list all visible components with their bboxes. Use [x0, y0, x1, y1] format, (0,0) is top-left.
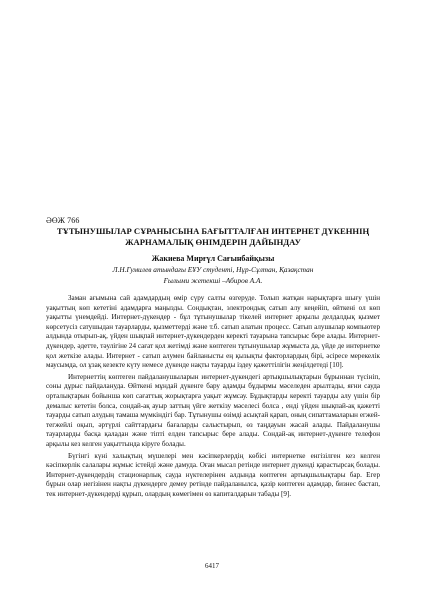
article-title: ТҰТЫНУШЫЛАР СҰРАНЫСЫНА БАҒЫТТАЛҒАН ИНТЕРНЕТ ДҮКЕННІҢ ЖАРНАМАЛЫҚ ӨНІМДЕРІН ДАЙЫНДАУ	[56, 226, 370, 247]
scientific-advisor: Ғылыми жетекші –Абиров А.А.	[163, 276, 263, 285]
page-number: 6417	[205, 562, 219, 570]
udc-code: ӘӨЖ 766	[46, 216, 80, 225]
paragraph: Бүгінгі күні халықтың мүшелері мен кәсіпкерлердің көбісі интернетке енгізілген кез келген кәсіпкерлік салалары жұмыс істейді және дамуда. Оған мысал ретінде интернет дүкенді қарастырсақ болады. Интернет-дүкендердің стационарлық сауда нүктелерінен алдында көптеген артықшылықтары бар. Егер бұрын олар негізінен нақты дүкендерге демеу ретінде пайдаланылса, қазір көптеген адамдар, бизнес бастап, тек интернет-дүкендерді құрып, олардың көмегімен өз капиталдарын табады [9].	[46, 451, 380, 498]
author-name: Жакиева Мирғүл Сағынбайқызы	[151, 254, 275, 263]
author-affiliation: Л.Н.Гумилев атындағы ЕҰУ студенті, Нұр-Сұлтан, Қазақстан	[112, 265, 314, 274]
paragraph: Заман ағымына сай адамдардың өмір сүру салты өзгеруде. Толып жатқан нарықтарға шығу үшін уақыттың көп кететіні адамдарға маңызды. Сондықтан, электрондық сатып алу кеңейіп, өйткені ол көп уақытты үнемдейді. Интернет-дүкендер - бұл тұтынушылар тікелей интернет арқылы делдалдық қызмет көрсетусіз сатушыдан тауарларды, қызметтерді және т.б. сатып алатын процесс. Сатып алушылар компьютер алдында отырып-ақ, үйден шықпай интернет-дүкендерден керекті тауарына тапсырыс бере алады. Интернет-дүкендер, әдетте, тәулігіне 24 сағат қол жетімді және көптеген тұтынушылар жұмыста да, үйде де интернетке қол жеткізе алады. Интернет - сатып алумен байланысты ең қызықты факторлардың бірі, әсіресе мерекелік маусымда, ол ұзақ кезекте күту немесе дүкенде нақты тауарды іздеу қажеттілігін жеңілдетеді [10].	[46, 294, 380, 370]
article-body	[46, 294, 380, 501]
paragraph: Интернеттің көптеген пайдаланушыларын интернет-дүкендегі артықшылықтарын бұрыннан түсініп, соны дұрыс пайдалануда. Өйткені мұндай дүкенге бару адамды бұдырмы мәселеден арылтады, яғни сауда орталықтарын бойынша көп сағаттық жорықтарға уақыт жұмсау. Бұдықтарды керекті тауарды алу үшін бір демалыс кететін болса, сондай-ақ ауыр заттың үйге жеткізу мәселесі болса , енді үйден шықпай-ақ қажетті тауарды сатып алудың тамаша мүмкіндігі бар. Тұтынушы өзімді асықтай қарап, оның сипаттамаларын егжей-тегжейлі оқып, әртүрлі сайттардағы бағаларды салыстырып, өз таңдауын жасай алады. Пайдаланушы тауарларды басқа қаладан және тіпті елден тапсырыс бере алады. Сондай-ақ интернет-дүкенге телефон арқылы кез келген уақыттында кіруге болады.	[46, 372, 380, 448]
